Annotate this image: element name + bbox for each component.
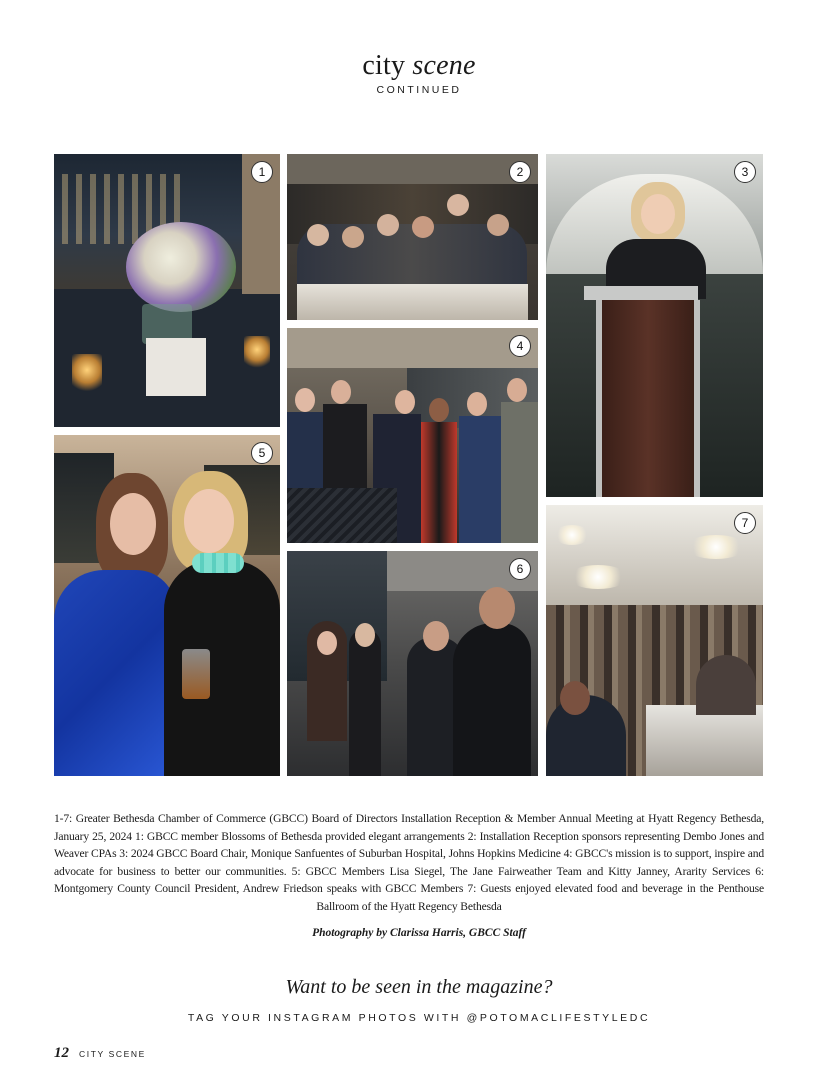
photo-3 bbox=[546, 154, 763, 497]
instagram-tagline: TAG YOUR INSTAGRAM PHOTOS WITH @POTOMACLIFESTYLEDC bbox=[187, 1012, 651, 1024]
photo-4 bbox=[287, 328, 538, 543]
photo-number-badge: 7 bbox=[734, 512, 756, 534]
photo-5 bbox=[54, 435, 280, 776]
title-italic: scene bbox=[412, 50, 476, 81]
photo-number-badge: 5 bbox=[251, 442, 273, 464]
photo-6 bbox=[287, 551, 538, 776]
photo-1 bbox=[54, 154, 280, 427]
photo-number-badge: 3 bbox=[734, 161, 756, 183]
page-header bbox=[0, 50, 838, 96]
page-footer bbox=[54, 1045, 146, 1062]
photo-7 bbox=[546, 505, 763, 776]
photo-credit: Photography by Clarissa Harris, GBCC Staff bbox=[312, 927, 526, 939]
page-subtitle: CONTINUED bbox=[376, 84, 462, 96]
photo-caption: 1-7: Greater Bethesda Chamber of Commerce (GBCC) Board of Directors Installation Reception & Member Annual Meeting at Hyatt Regency Bethesda, January 25, 2024 1: GBCC member Blossoms of Bethesda provided elegant arrangements 2: Installation Reception sponsors representing Dembo Jones and Weaver CPAs 3: 2024 GBCC Board Chair, Monique Sanfuentes of Suburban Hospital, Johns Hopkins Medicine 4: GBCC's mission is to support, inspire and advocate for business to better our communities. 5: GBCC Members Lisa Siegel, The Jane Fairweather Team and Kitty Janney, Ararity Services 6: Montgomery County Council President, Andrew Friedson speaks with GBCC Members 7: Guests enjoyed elevated food and beverage in the Penthouse Ballroom of the Hyatt Regency Bethesda bbox=[54, 812, 764, 913]
call-to-action: Want to be seen in the magazine? bbox=[285, 976, 553, 998]
page-number: 12 bbox=[54, 1045, 69, 1061]
title-plain: city bbox=[362, 50, 406, 81]
footer-section-label: CITY SCENE bbox=[79, 1049, 146, 1059]
photo-number-badge: 6 bbox=[509, 558, 531, 580]
photo-2 bbox=[287, 154, 538, 320]
photo-number-badge: 2 bbox=[509, 161, 531, 183]
photo-number-badge: 1 bbox=[251, 161, 273, 183]
photo-number-badge: 4 bbox=[509, 335, 531, 357]
page-title bbox=[0, 50, 838, 82]
